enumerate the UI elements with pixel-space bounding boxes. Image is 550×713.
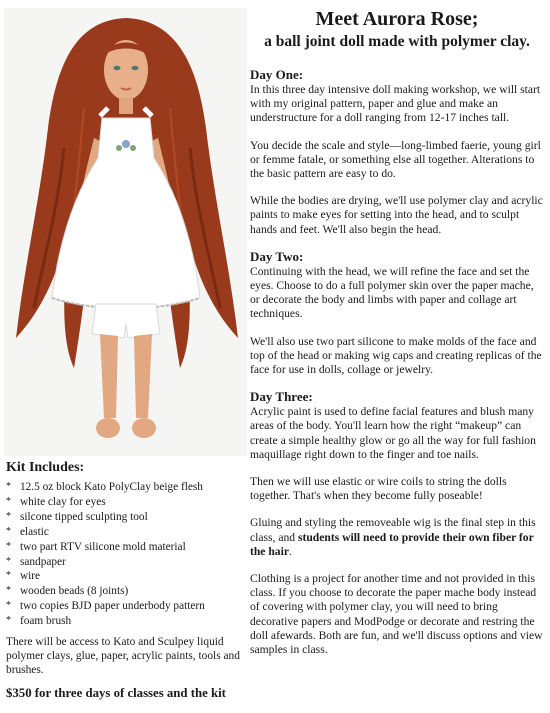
bullet: * — [6, 570, 11, 582]
kit-item-label: 12.5 oz block Kato PolyClay beige flesh — [20, 481, 203, 493]
kit-item-label: wooden beads (8 joints) — [20, 585, 129, 598]
price-label: $350 for three days of classes and the kit — [6, 685, 226, 700]
page-subtitle: a ball joint doll made with polymer clay. — [264, 33, 530, 50]
kit-item — [6, 480, 249, 495]
clothing-paragraph: Clothing is a project for another time and not provided in this class. If you choose to decorate the paper mache body instead of covering with polymer clay, you will need to bring decorative papers and ModPodge or decorate and restring the doll afewards. Both are fun, and we'll discuss options and view samples in class. — [250, 572, 543, 657]
day-two-heading: Day Two: — [250, 248, 304, 264]
day-one-paragraph: In this three day intensive doll making workshop, we will start with my original pattern, paper and glue and make an understructure for a doll ranging from 12-17 inches tall. — [250, 83, 541, 125]
kit-item — [6, 495, 249, 510]
kit-item-label: two copies BJD paper underbody pattern — [20, 600, 205, 613]
day-two-paragraph: Continuing with the head, we will refine the face and set the eyes. Choose to do a full polymer skin over the paper mache, or decorate the body and limbs with paper and collage art techniques. — [250, 264, 534, 321]
day-one-section — [250, 67, 544, 237]
kit-item — [6, 510, 249, 525]
day-two-section — [250, 249, 544, 377]
kit-item — [6, 540, 249, 555]
kit-item — [6, 614, 249, 629]
fiber-requirement: students will need to provide their own fiber for the hair — [250, 530, 534, 558]
day-one-paragraph: You decide the scale and style—long-limbed faerie, young girl or femme fatale, or something else all together. Alterations to the basic pattern are easy to do. — [250, 138, 541, 181]
day-one-heading: Day One: — [250, 67, 304, 82]
kit-item-label: elastic — [20, 525, 49, 538]
workshop-description — [250, 8, 544, 669]
kit-item — [6, 555, 249, 570]
bullet: * — [6, 555, 11, 567]
day-three-paragraph: Then we will use elastic or wire coils to string the dolls together. That's when they become fully poseable! — [250, 475, 507, 503]
day-one-paragraph: While the bodies are drying, we'll use polymer clay and acrylic paints to make eyes for setting into the head, and to sculpt hands and feet. We'll also begin the head. — [250, 194, 543, 236]
kit-item-label: silcone tipped sculpting tool — [20, 510, 148, 523]
bullet: * — [6, 540, 11, 552]
page-title: Meet Aurora Rose; — [315, 8, 479, 30]
day-three-paragraph: Acrylic paint is used to define facial features and blush many areas of the body. You'll learn how the right “makeup” can create a simple healthy glow or go all the way for full fashion maquillage right down to the finger and toe nails. — [250, 405, 536, 461]
kit-item-label: foam brush — [20, 615, 72, 628]
kit-item — [6, 599, 249, 614]
day-two-paragraph: We'll also use two part silicone to make molds of the face and top of the head or making wig caps and creating replicas of the face for use in dolls, collage or jewelry. — [250, 334, 542, 377]
kit-list — [6, 480, 249, 629]
bullet: * — [6, 481, 11, 492]
bullet: * — [6, 600, 11, 612]
kit-item — [6, 525, 249, 540]
kit-item-label: white clay for eyes — [20, 495, 106, 508]
kit-heading: Kit Includes: — [6, 460, 85, 475]
day-three-section — [250, 389, 544, 657]
kit-item — [6, 569, 249, 584]
kit-item-label: two part RTV silicone mold material — [20, 540, 186, 553]
wig-text: Gluing and styling the removeable wig is the final step in this class, and — [250, 516, 536, 544]
doll-illustration — [4, 8, 247, 456]
schedule — [250, 67, 544, 657]
bullet: * — [6, 510, 11, 522]
access-note: There will be access to Kato and Sculpey liquid polymer clays, glue, paper, acrylic paints, tools and brushes. — [6, 636, 240, 677]
kit-item-label: wire — [20, 570, 41, 583]
bullet: * — [6, 495, 11, 507]
kit-item-label: sandpaper — [20, 555, 66, 568]
day-three-heading: Day Three: — [250, 389, 313, 405]
kit-item — [6, 584, 249, 599]
bullet: * — [6, 585, 11, 597]
wig-paragraph — [250, 516, 544, 559]
kit-section — [6, 460, 249, 701]
bullet: * — [6, 615, 11, 627]
bullet: * — [6, 525, 11, 537]
wig-text-end: . — [288, 544, 292, 558]
doll-photo — [4, 8, 247, 456]
